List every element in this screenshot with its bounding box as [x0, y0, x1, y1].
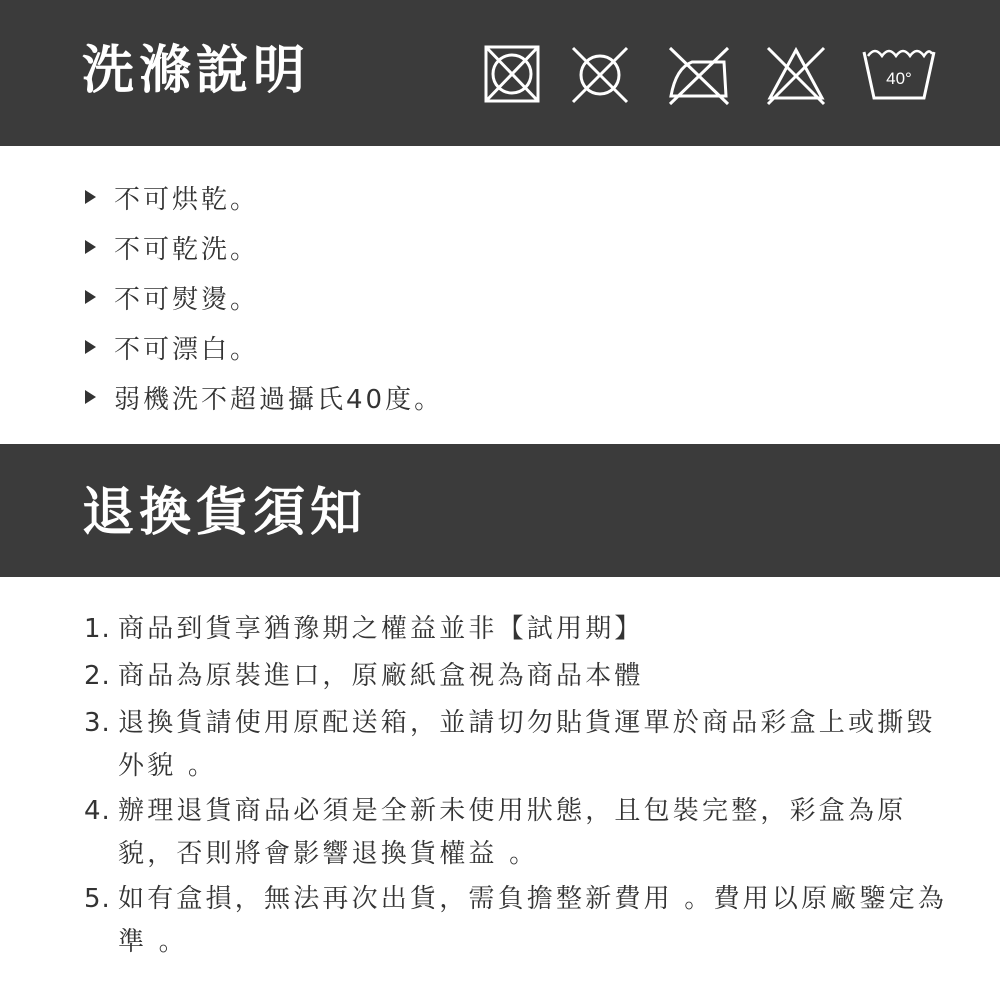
bullet-triangle-icon — [85, 340, 96, 354]
list-item — [84, 655, 964, 698]
wash-40-icon — [858, 44, 940, 106]
bleach-prohibited-icon — [764, 44, 828, 106]
list-item — [84, 790, 964, 876]
list-item — [82, 222, 443, 272]
item-number: 4. — [84, 796, 111, 826]
list-item — [84, 608, 964, 651]
item-number: 1. — [84, 614, 111, 644]
list-item — [84, 878, 964, 964]
list-item — [82, 372, 443, 422]
list-item — [82, 322, 443, 372]
list-item — [82, 172, 443, 222]
returns-header-band — [0, 444, 1000, 577]
list-item — [84, 702, 964, 788]
bullet-triangle-icon — [85, 190, 96, 204]
bullet-triangle-icon — [85, 240, 96, 254]
item-text: 辦理退貨商品必須是全新未使用狀態，且包裝完整，彩盒為原貌，否則將會影響退換貨權益 。 — [118, 796, 907, 869]
item-text: 退換貨請使用原配送箱，並請切勿貼貨運單於商品彩盒上或撕毀外貌 。 — [118, 708, 936, 781]
care-item-text: 不可熨燙。 — [114, 284, 260, 315]
returns-title: 退換貨須知 — [82, 483, 368, 543]
item-number: 3. — [84, 708, 111, 738]
wash-temp-label: 40° — [886, 69, 912, 88]
care-item-text: 不可烘乾。 — [114, 184, 260, 215]
dry-clean-prohibited-icon — [569, 44, 631, 106]
washing-header-band — [0, 0, 1000, 146]
washing-title: 洗滌說明 — [82, 41, 311, 101]
item-number: 2. — [84, 661, 111, 691]
care-item-text: 不可漂白。 — [114, 334, 260, 365]
tumble-dry-prohibited-icon — [483, 44, 541, 104]
care-instructions-list — [82, 172, 443, 422]
item-text: 如有盒損，無法再次出貨，需負擔整新費用 。費用以原廠鑒定為準 。 — [118, 884, 948, 957]
item-number: 5. — [84, 884, 111, 914]
care-item-text: 弱機洗不超過攝氏40度。 — [114, 384, 444, 415]
care-item-text: 不可乾洗。 — [114, 234, 260, 265]
list-item — [82, 272, 443, 322]
item-text: 商品為原裝進口，原廠紙盒視為商品本體 — [118, 661, 644, 691]
iron-prohibited-icon — [666, 44, 732, 106]
item-text: 商品到貨享猶豫期之權益並非【試用期】 — [118, 614, 644, 644]
return-policy-list — [84, 608, 964, 964]
bullet-triangle-icon — [85, 290, 96, 304]
bullet-triangle-icon — [85, 390, 96, 404]
